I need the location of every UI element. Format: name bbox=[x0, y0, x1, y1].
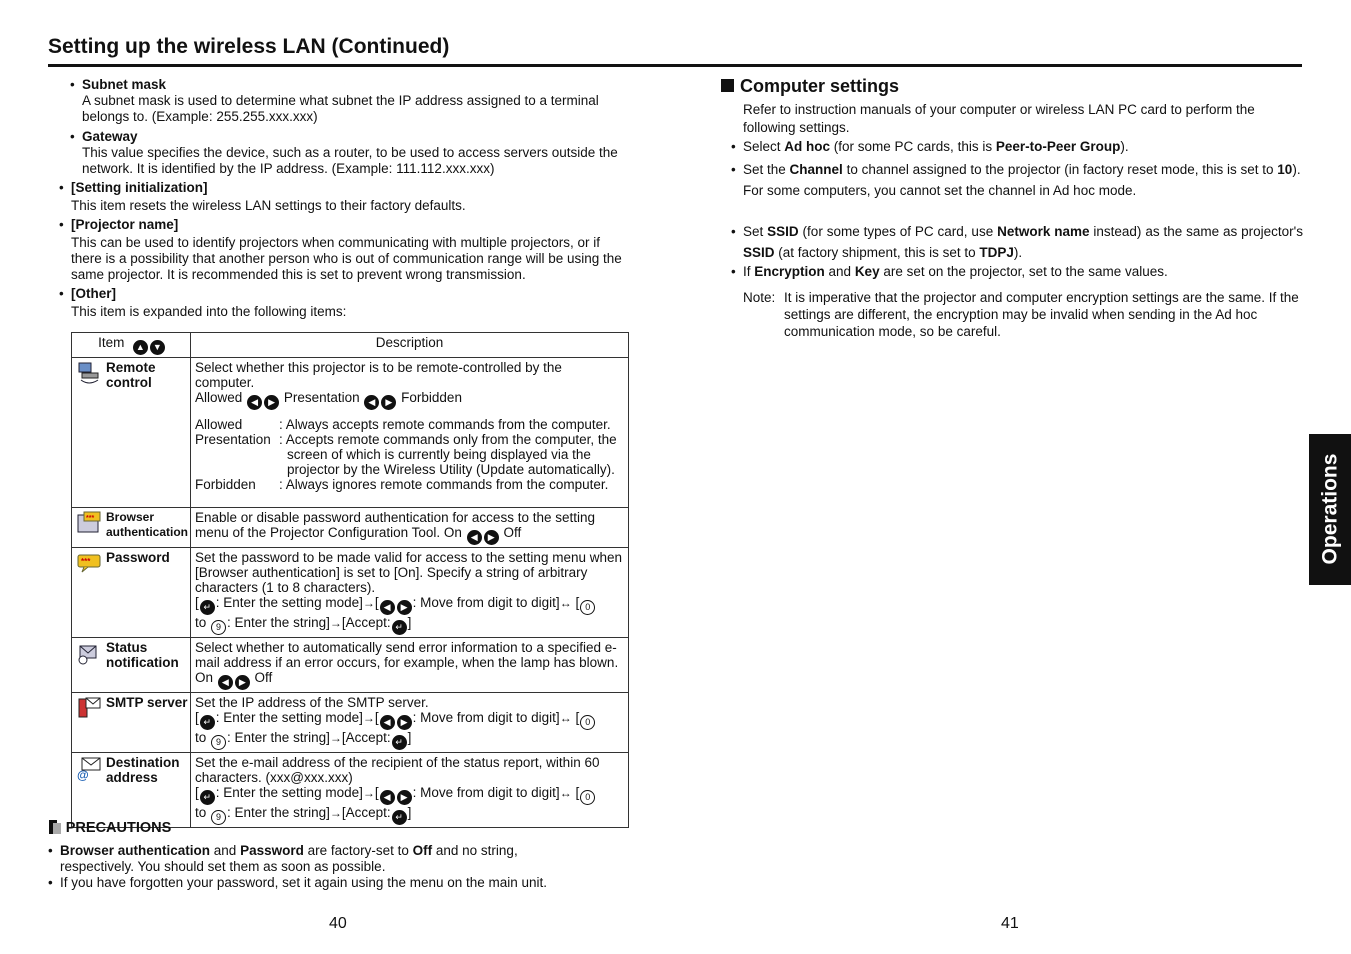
email-address-icon bbox=[76, 755, 102, 781]
bullet-icon: • bbox=[731, 139, 736, 154]
subnet-text: A subnet mask is used to determine what subnet the IP address assigned to a terminal belongs to. (Example: 255.255.xxx.xxx) bbox=[82, 93, 599, 124]
bullet-icon: • bbox=[48, 843, 53, 858]
arrow-right-icon: → bbox=[362, 711, 375, 725]
enter-button-icon: ↵ bbox=[200, 600, 215, 615]
desc-password: Set the password to be made valid for access to the setting menu when [Browser authentication] is set to [On]. Specify a string of arbitrary characters (1 to 8 characters). [ ↵ : Enter the setting mode]→[ ◀ ▶ : Move from digit to digit]↔ [ 0 to 9 : Enter the string]→[Accept: ↵ ] bbox=[191, 548, 629, 638]
projector-name-item bbox=[59, 217, 631, 283]
item-status-notification: Status notification bbox=[72, 638, 191, 693]
channel-note: For some computers, you cannot set the channel in Ad hoc mode. bbox=[743, 183, 1137, 198]
operations-side-tab: Operations bbox=[1309, 434, 1351, 585]
setting-init-item bbox=[59, 180, 631, 214]
bullet-icon: • bbox=[731, 264, 736, 279]
right-button-icon: ▶ bbox=[397, 715, 412, 730]
other-item bbox=[59, 286, 631, 320]
table-row bbox=[72, 548, 629, 638]
precautions-heading: PRECAUTIONS bbox=[48, 819, 171, 836]
item-browser-auth: *** Browser authentication bbox=[72, 508, 191, 548]
arrow-right-icon: → bbox=[362, 596, 375, 610]
page-number-right: 41 bbox=[1001, 915, 1019, 932]
table-row bbox=[72, 638, 629, 693]
heading-square-icon bbox=[721, 79, 734, 92]
left-button-icon: ◀ bbox=[380, 600, 395, 615]
status-mail-icon bbox=[76, 640, 102, 666]
svg-text:***: *** bbox=[81, 557, 91, 566]
item-password: *** Password bbox=[72, 548, 191, 638]
left-button-icon: ◀ bbox=[364, 395, 379, 410]
table-row bbox=[72, 753, 629, 828]
item-smtp-server: SMTP server bbox=[72, 693, 191, 753]
setting-bullet-1: • Select Ad hoc (for some PC cards, this is Peer-to-Peer Group). bbox=[731, 139, 1129, 154]
arrow-both-icon: ↔ bbox=[559, 596, 572, 610]
right-button-icon: ▶ bbox=[397, 790, 412, 805]
table-row bbox=[72, 358, 629, 508]
enter-button-icon: ↵ bbox=[392, 620, 407, 635]
browser-lock-icon bbox=[76, 510, 102, 536]
remote-computer-icon bbox=[76, 360, 102, 386]
up-button-icon: ▲ bbox=[133, 340, 148, 355]
bullet-icon: • bbox=[731, 224, 736, 239]
desc-remote-control: Select whether this projector is to be remote-controlled by the computer. Allowed ◀ ▶ Presentation ◀ ▶ Forbidden Allowed : Always accepts remote commands from the computer. Presentation : Accepts remote commands only from the computer, the screen of which is currently being displayed via the projector by the Wireless Utility (Update automatically). Forbidden : Always ignores remote commands from the computer. bbox=[191, 358, 629, 508]
other-title: [Other] bbox=[71, 286, 116, 301]
key-0-icon: 0 bbox=[580, 715, 595, 730]
subnet-title: Subnet mask bbox=[82, 77, 167, 92]
left-button-icon: ◀ bbox=[380, 790, 395, 805]
intro-text: Refer to instruction manuals of your computer or wireless LAN PC card to perform the following settings. bbox=[743, 102, 1255, 135]
table-header-row bbox=[72, 333, 629, 358]
bullet-icon: • bbox=[59, 286, 64, 301]
arrow-both-icon: ↔ bbox=[559, 711, 572, 725]
title-rule bbox=[48, 64, 1302, 67]
precaution-item-2: • If you have forgotten your password, set it again using the menu on the main unit. bbox=[48, 875, 548, 890]
left-button-icon: ◀ bbox=[247, 395, 262, 410]
table-row bbox=[72, 693, 629, 753]
right-button-icon: ▶ bbox=[235, 675, 250, 690]
arrow-right-icon: → bbox=[329, 616, 342, 630]
bullet-icon: • bbox=[59, 217, 64, 232]
enter-button-icon: ↵ bbox=[200, 715, 215, 730]
items-table bbox=[71, 332, 629, 828]
desc-browser-auth: Enable or disable password authentication for access to the setting menu of the Projector Configuration Tool. On ◀ ▶ Off bbox=[191, 508, 629, 548]
right-button-icon: ▶ bbox=[397, 600, 412, 615]
svg-text:***: *** bbox=[86, 515, 95, 522]
left-button-icon: ◀ bbox=[218, 675, 233, 690]
table-row bbox=[72, 508, 629, 548]
projname-title: [Projector name] bbox=[71, 217, 179, 232]
key-0-icon: 0 bbox=[580, 600, 595, 615]
arrow-right-icon: → bbox=[329, 731, 342, 745]
gateway-text: This value specifies the device, such as a router, to be used to access servers outside the network. It is identified by the IP address. (Example: 111.112.xxx.xxx) bbox=[82, 145, 618, 176]
gateway-item bbox=[70, 129, 632, 177]
bullet-icon: • bbox=[70, 77, 75, 92]
desc-destination-address: Set the e-mail address of the recipient of the status report, within 60 characters. (xxx@xxx.xxx) [ ↵ : Enter the setting mode]→[ ◀ ▶ : Move from digit to digit]↔ [ 0 to 9 : Enter the string]→[Accept: ↵ ] bbox=[191, 753, 629, 828]
precaution-item-1: • Browser authentication and Password are factory-set to Off and no string, respectively. You should set them as soon as possible. bbox=[48, 843, 518, 874]
arrow-both-icon: ↔ bbox=[559, 786, 572, 800]
right-button-icon: ▶ bbox=[484, 530, 499, 545]
bullet-icon: • bbox=[731, 162, 736, 177]
setting-bullet-2: • Set the Channel to channel assigned to the projector (in factory reset mode, this is set to 10). For some computers, you cannot set the channel in Ad hoc mode. bbox=[743, 160, 1303, 200]
col-desc-header: Description bbox=[191, 333, 629, 358]
item-destination-address: @ Destination address bbox=[72, 753, 191, 828]
arrow-right-icon: → bbox=[362, 786, 375, 800]
down-button-icon: ▼ bbox=[150, 340, 165, 355]
enter-button-icon: ↵ bbox=[392, 735, 407, 750]
desc-smtp-server: Set the IP address of the SMTP server. [ ↵ : Enter the setting mode]→[ ◀ ▶ : Move from digit to digit]↔ [ 0 to 9 : Enter the string]→[Accept: ↵ ] bbox=[191, 693, 629, 753]
page-title: Setting up the wireless LAN (Continued) bbox=[48, 35, 450, 58]
setting-bullet-4: • If Encryption and Key are set on the projector, set to the same values. bbox=[731, 264, 1168, 279]
left-button-icon: ◀ bbox=[467, 530, 482, 545]
smtp-server-icon bbox=[76, 695, 102, 721]
right-button-icon: ▶ bbox=[264, 395, 279, 410]
enter-button-icon: ↵ bbox=[392, 810, 407, 825]
key-9-icon: 9 bbox=[211, 810, 226, 825]
right-button-icon: ▶ bbox=[381, 395, 396, 410]
password-icon bbox=[76, 550, 102, 576]
projname-text: This can be used to identify projectors when communicating with multiple projectors, or if there is a possibility that another person who is out of communication range will be using the same projector. It is recommended this is set to prevent wrong transmission. bbox=[71, 235, 622, 282]
col-item-header: Item ▲ ▼ bbox=[72, 333, 191, 358]
gateway-title: Gateway bbox=[82, 129, 138, 144]
other-text: This item is expanded into the following items: bbox=[71, 304, 347, 319]
subnet-mask-item bbox=[70, 77, 632, 125]
bullet-icon: • bbox=[48, 875, 53, 890]
bullet-icon: • bbox=[70, 129, 75, 144]
precaution-icon bbox=[48, 819, 62, 835]
encryption-note: Note: It is imperative that the projector and computer encryption settings are the same. If the settings are different, the encryption may be invalid when sending in the Ad hoc communication mode, so be careful. bbox=[743, 290, 1299, 339]
left-button-icon: ◀ bbox=[380, 715, 395, 730]
item-remote-control: Remote control bbox=[72, 358, 191, 508]
key-9-icon: 9 bbox=[211, 620, 226, 635]
key-9-icon: 9 bbox=[211, 735, 226, 750]
init-text: This item resets the wireless LAN settings to their factory defaults. bbox=[71, 198, 466, 213]
computer-settings-heading: Computer settings bbox=[721, 75, 899, 97]
enter-button-icon: ↵ bbox=[200, 790, 215, 805]
desc-status-notification: Select whether to automatically send error information to a specified e-mail address if an error occurs, for example, when the lamp has blown. On ◀ ▶ Off bbox=[191, 638, 629, 693]
key-0-icon: 0 bbox=[580, 790, 595, 805]
init-title: [Setting initialization] bbox=[71, 180, 208, 195]
setting-bullet-3: • Set SSID (for some types of PC card, use Network name instead) as the same as projector's SSID (at factory shipment, this is set to TDPJ). bbox=[743, 221, 1303, 263]
page-number-left: 40 bbox=[329, 915, 347, 932]
svg-text:@: @ bbox=[77, 768, 89, 781]
arrow-right-icon: → bbox=[329, 806, 342, 820]
bullet-icon: • bbox=[59, 180, 64, 195]
